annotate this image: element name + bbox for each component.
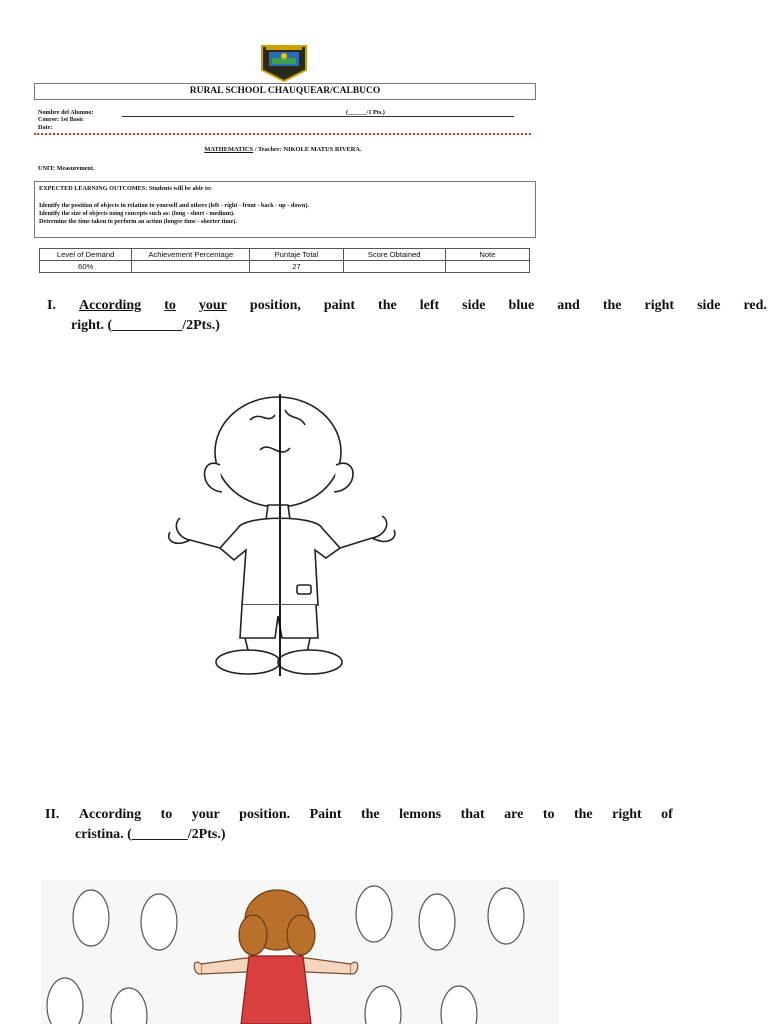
outcome-item: Identify the position of objects in relation to yourself and others (left - right - front - back - up - down). (39, 202, 309, 209)
lemon-icon (141, 894, 177, 950)
question-word: your (198, 298, 227, 313)
girl-cristina (194, 890, 358, 1024)
outcomes-title: EXPECTED LEARNING OUTCOMES: Students will be able to: (39, 185, 213, 192)
question-1-number: I. (47, 298, 56, 313)
question-1-line1 (47, 296, 767, 316)
teacher-label: / Teacher: NIKOLE MATUS RIVERA. (253, 146, 362, 153)
table-cell[interactable] (445, 261, 529, 273)
course-label: Course: 1st Basic (38, 116, 84, 123)
outcome-item: Determine the time taken to perform an action (longer time - shorter time). (39, 218, 237, 225)
question-word: red. (743, 298, 767, 313)
question-word: According (78, 807, 142, 822)
lemon-icon (47, 978, 83, 1024)
question-2-number: II. (45, 807, 60, 822)
learning-outcomes-box (34, 181, 536, 238)
question-word: the (378, 298, 397, 313)
question-2-line1 (45, 805, 673, 825)
table-cell[interactable] (132, 261, 250, 273)
score-table (39, 248, 530, 273)
question-word: to (542, 807, 555, 822)
unit-label: UNIT: Measurement. (38, 165, 95, 172)
student-name-label: Nombre del Alumno: (38, 109, 94, 116)
lemon-icon (111, 988, 147, 1024)
question-word: the (360, 807, 380, 822)
lemon-icon (441, 986, 477, 1024)
date-label: Date: (38, 124, 53, 131)
question-word: the (602, 298, 622, 313)
question-word: to (164, 298, 176, 313)
question-word: left (419, 298, 440, 313)
question-word: and (557, 298, 580, 313)
question-word: right (644, 298, 675, 313)
question-1-line2: right. (__________/2Pts.) (71, 318, 220, 333)
question-word: blue (508, 298, 535, 313)
question-word: the (573, 807, 593, 822)
question-word: to (160, 807, 173, 822)
question-word: Paint (309, 807, 342, 822)
subject-teacher-line (0, 146, 566, 153)
question-word: your (191, 807, 220, 822)
school-logo (260, 44, 308, 82)
lemons-and-girl-illustration (41, 880, 559, 1024)
table-header: Level of Demand (40, 249, 132, 261)
table-header-row (40, 249, 530, 261)
lemon-icon (73, 890, 109, 946)
table-header: Achievement Percentage (132, 249, 250, 261)
table-cell[interactable] (343, 261, 445, 273)
question-word: of (661, 807, 673, 822)
question-word: According (78, 298, 142, 313)
table-cell: 60% (40, 261, 132, 273)
student-name-field[interactable] (122, 116, 514, 117)
lemon-icon (365, 986, 401, 1024)
question-word: side (462, 298, 486, 313)
boy-back-illustration[interactable] (150, 380, 430, 680)
lemon-icon (356, 886, 392, 942)
outcome-item: Identify the size of objects using concepts such as: (long - short - medium). (39, 210, 235, 217)
subject-label: MATHEMATICS (204, 146, 254, 153)
question-word: that (460, 807, 485, 822)
table-header: Score Obtained (343, 249, 445, 261)
table-cell: 27 (250, 261, 343, 273)
question-word: position, (249, 298, 301, 313)
question-word: right (612, 807, 642, 822)
question-2-line2: cristina. (________/2Pts.) (75, 827, 226, 842)
question-word: side (697, 298, 721, 313)
question-word: are (504, 807, 524, 822)
divider (34, 133, 531, 135)
school-name: RURAL SCHOOL CHAUQUEAR/CALBUCO (34, 83, 536, 100)
lemon-icon (419, 894, 455, 950)
question-2 (45, 805, 675, 845)
table-row (40, 261, 530, 273)
lemon-icon (488, 888, 524, 944)
table-header: Puntaje Total (250, 249, 343, 261)
question-word: lemons (399, 807, 442, 822)
name-points: (______/1 Pts.) (346, 109, 385, 116)
table-header: Note (445, 249, 529, 261)
question-1 (47, 296, 767, 336)
question-word: position. (239, 807, 291, 822)
question-word: paint (323, 298, 356, 313)
